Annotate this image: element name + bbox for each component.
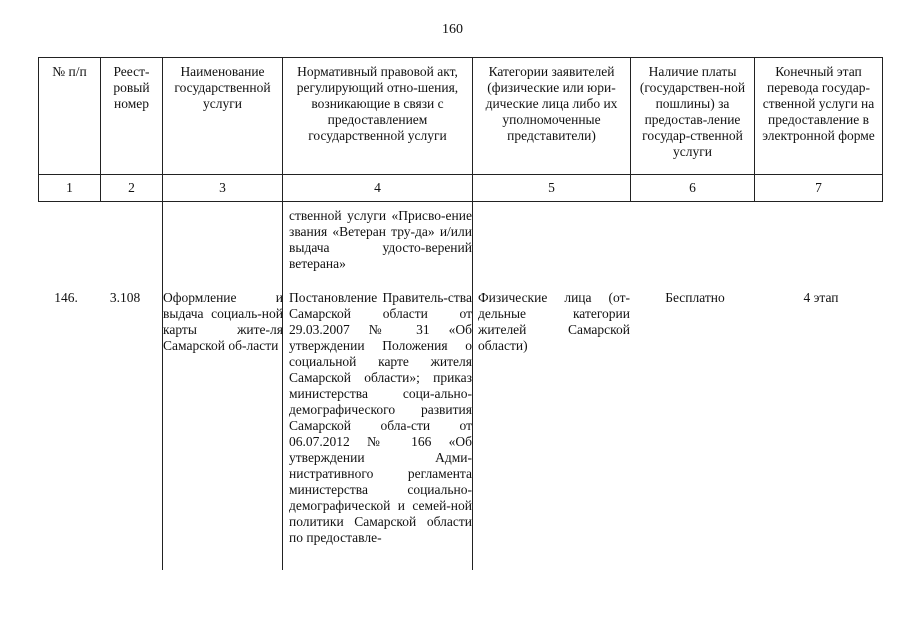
column-number-row bbox=[39, 175, 883, 202]
row-final-stage: 4 этап bbox=[803, 290, 839, 305]
header-registry-number: Реест-ровый номер bbox=[101, 58, 163, 175]
column-number-2: 2 bbox=[101, 175, 163, 202]
column-divider bbox=[282, 202, 283, 570]
continuation-text: ственной услуги «Присво-ение звания «Ветеран тру-да» и/или выдача удосто-верений ветерана» bbox=[289, 208, 472, 271]
column-number-5: 5 bbox=[473, 175, 631, 202]
registry-table-header bbox=[38, 57, 883, 202]
header-row bbox=[39, 58, 883, 175]
row-service-name: Оформление и выдача социаль-ной карты жите-ля Самарской об-ласти bbox=[163, 290, 283, 353]
column-number-6: 6 bbox=[631, 175, 755, 202]
header-service-name: Наименование государственной услуги bbox=[163, 58, 283, 175]
column-divider bbox=[162, 202, 163, 570]
page-number: 160 bbox=[442, 22, 463, 37]
row-legal-act: Постановление Правитель-ства Самарской области от 29.03.2007 № 31 «Об утверждении Положения о социальной карте жителя Самарской области»; приказ министерства соци-ально-демографического развития Самарской обла-сти от 06.07.2012 № 166 «Об утверждении Адми-нистративного регламента министерства социально-демографической и семей-ной политики Самарской области по предоставле- bbox=[289, 290, 472, 545]
column-number-3: 3 bbox=[163, 175, 283, 202]
header-fee: Наличие платы (государствен-ной пошлины) за предостав-ление государ-ственной услуги bbox=[631, 58, 755, 175]
column-number-4: 4 bbox=[283, 175, 473, 202]
header-final-stage: Конечный этап перевода государ-ственной услуги на предоставление в электронной форме bbox=[755, 58, 883, 175]
column-number-7: 7 bbox=[755, 175, 883, 202]
row-index: 146. bbox=[54, 290, 78, 305]
row-applicant-category: Физические лица (от-дельные категории жителей Самарской области) bbox=[478, 290, 630, 353]
row-fee: Бесплатно bbox=[665, 290, 725, 305]
column-divider bbox=[472, 202, 473, 570]
header-applicant-category: Категории заявителей (физические или юри-дические лица либо их уполномоченные представители) bbox=[473, 58, 631, 175]
header-index: № п/п bbox=[39, 58, 101, 175]
row-registry-number: 3.108 bbox=[109, 290, 141, 305]
header-legal-act: Нормативный правовой акт, регулирующий отно-шения, возникающие в связи с предоставлением государственной услуги bbox=[283, 58, 473, 175]
column-number-1: 1 bbox=[39, 175, 101, 202]
